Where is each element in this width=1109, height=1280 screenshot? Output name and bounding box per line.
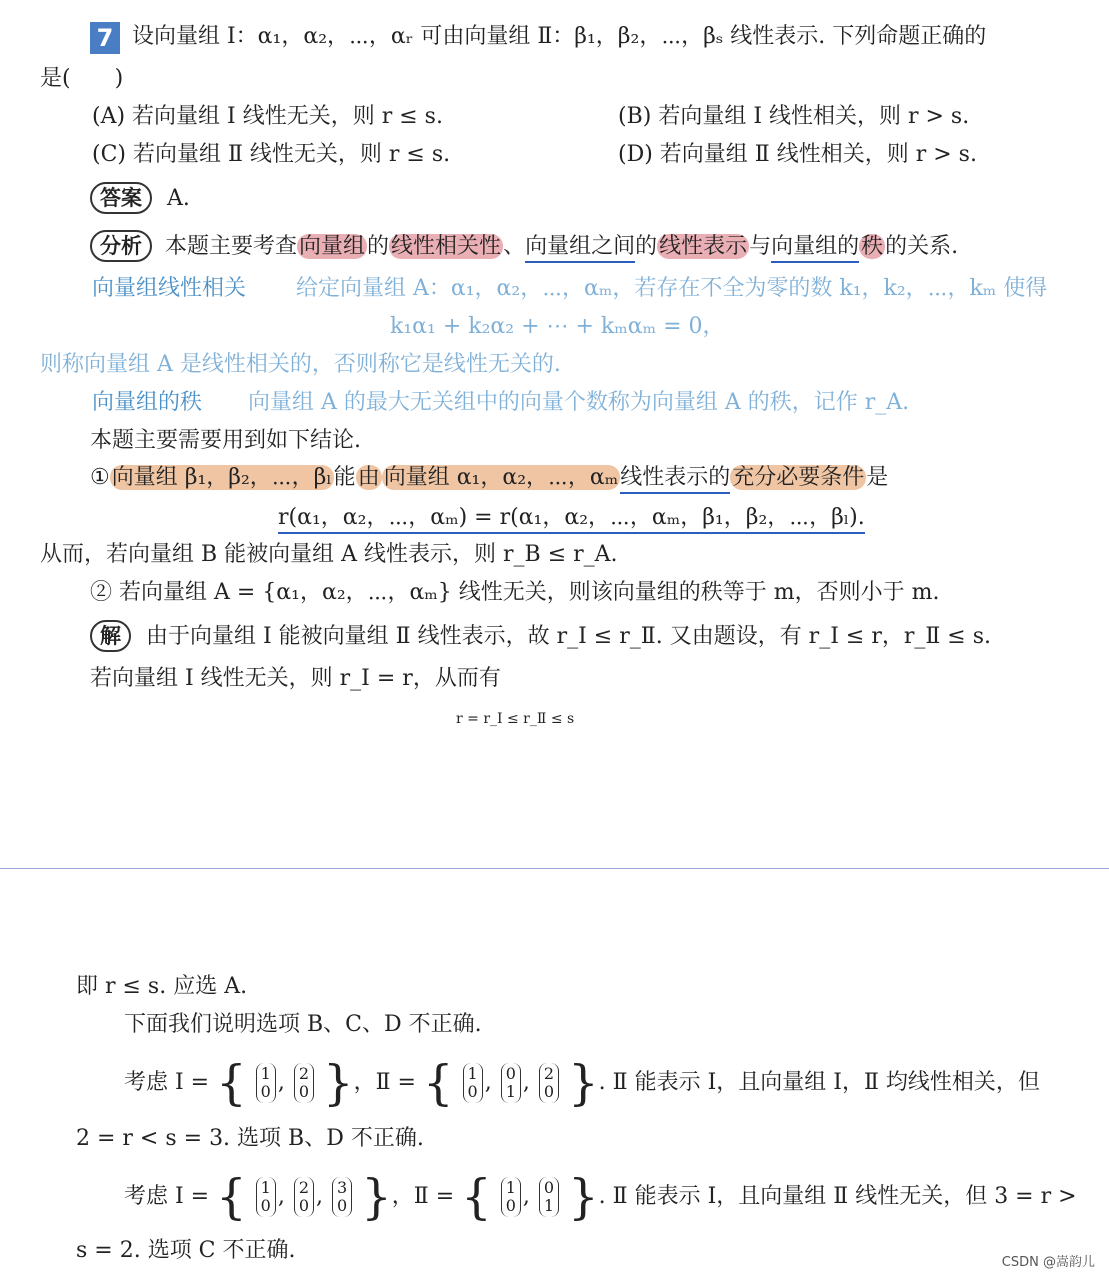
vec-1-1: 1 0 <box>256 1063 276 1103</box>
def-rank-term: 向量组的秩 <box>92 390 203 415</box>
conclusion-intro: 本题主要需要用到如下结论. <box>90 428 361 453</box>
option-b: (B) 若向量组 Ⅰ 线性相关，则 r > s. <box>618 104 970 129</box>
answer-line <box>90 182 190 214</box>
vec-4-2: 0 1 <box>539 1177 559 1217</box>
analysis-text: 本题主要考查向量组的线性相关性、向量组之间的线性表示与向量组的秩的关系. <box>165 234 958 259</box>
p2-line2: 下面我们说明选项 B、C、D 不正确. <box>124 1012 482 1037</box>
vec-3-2: 2 0 <box>294 1177 314 1217</box>
analysis-line <box>90 230 958 262</box>
solution-badge: 解 <box>90 620 131 652</box>
answer-badge: 答案 <box>90 182 152 214</box>
conclusion-1-tail: 从而，若向量组 B 能被向量组 A 线性表示，则 r_B ≤ r_A. <box>40 542 618 567</box>
watermark: CSDN @嵩韵儿 <box>1001 1255 1095 1270</box>
p2-line1: 即 r ≤ s. 应选 A. <box>76 974 248 999</box>
vec-1-2: 2 0 <box>294 1063 314 1103</box>
def-rank-text: 向量组 A 的最大无关组中的向量个数称为向量组 A 的秩，记作 r_A. <box>248 390 910 415</box>
vec-2-1: 1 0 <box>463 1063 483 1103</box>
vec-2-2: 0 1 <box>501 1063 521 1103</box>
p2-line4: 2 = r < s = 3. 选项 B、D 不正确. <box>76 1126 424 1151</box>
solution-line1: 解 由于向量组 Ⅰ 能被向量组 Ⅱ 线性表示，故 r_Ⅰ ≤ r_Ⅱ. 又由题设，有 r_Ⅰ ≤ r，r_Ⅱ ≤ s. <box>90 620 991 652</box>
vec-3-1: 1 0 <box>256 1177 276 1217</box>
solution-line3: r = r_Ⅰ ≤ r_Ⅱ ≤ s <box>456 711 575 727</box>
solution-line2: 若向量组 Ⅰ 线性无关，则 r_Ⅰ = r，从而有 <box>90 666 501 691</box>
option-c: (C) 若向量组 Ⅱ 线性无关，则 r ≤ s. <box>92 142 451 167</box>
analysis-badge: 分析 <box>90 230 152 262</box>
def-linear-dependent-tail: 则称向量组 A 是线性相关的，否则称它是线性无关的. <box>40 352 561 377</box>
conclusion-1: ①向量组 β₁，β₂，⋯，βₗ能由 向量组 α₁，α₂，⋯，αₘ线性表示的充分必要条件是 <box>90 463 888 493</box>
question-number-badge: 7 <box>90 22 120 54</box>
conclusion-1-formula: r(α₁，α₂，⋯，αₘ) = r(α₁，α₂，⋯，αₘ，β₁，β₂，⋯，βₗ). <box>278 503 865 533</box>
option-a: (A) 若向量组 Ⅰ 线性无关，则 r ≤ s. <box>92 104 443 129</box>
p2-line6: s = 2. 选项 C 不正确. <box>76 1238 296 1263</box>
vec-4-1: 1 0 <box>501 1177 521 1217</box>
answer-value: A. <box>167 186 190 211</box>
def-linear-dependent-formula: k₁α₁ + k₂α₂ + ⋯ + kₘαₘ = 0， <box>390 314 725 339</box>
page-separator <box>0 868 1109 869</box>
def-linear-dependent-text: 给定向量组 A：α₁，α₂，⋯，αₘ，若存在不全为零的数 k₁，k₂，⋯，kₘ 使得 <box>296 276 1048 301</box>
vec-3-3: 3 0 <box>332 1177 352 1217</box>
question-stem-line1: 设向量组 Ⅰ：α₁，α₂，⋯，αᵣ 可由向量组 Ⅱ：β₁，β₂，⋯，βₛ 线性表示. 下列命题正确的 <box>132 24 987 49</box>
option-d: (D) 若向量组 Ⅱ 线性相关，则 r > s. <box>618 142 977 167</box>
p2-line5: 考虑 Ⅰ = { 1 0 , 2 0 , 3 0 }，Ⅱ = { 1 0 , 0 1 }. Ⅱ 能表示 Ⅰ，且向量组 Ⅱ 线性无关，但 3 = r > <box>124 1169 1077 1225</box>
question-stem-line2: 是( ) <box>40 66 124 91</box>
conclusion-2: ② 若向量组 A = {α₁，α₂，⋯，αₘ} 线性无关，则该向量组的秩等于 m，否则小于 m. <box>90 580 940 605</box>
vec-2-3: 2 0 <box>539 1063 559 1103</box>
p2-line3: 考虑 Ⅰ = { 1 0 , 2 0 }，Ⅱ = { 1 0 , 0 1 , 2 0 }. Ⅱ 能表示 Ⅰ，且向量组 Ⅰ，Ⅱ 均线性相关，但 <box>124 1055 1040 1111</box>
def-linear-dependent-term: 向量组线性相关 <box>92 276 247 301</box>
